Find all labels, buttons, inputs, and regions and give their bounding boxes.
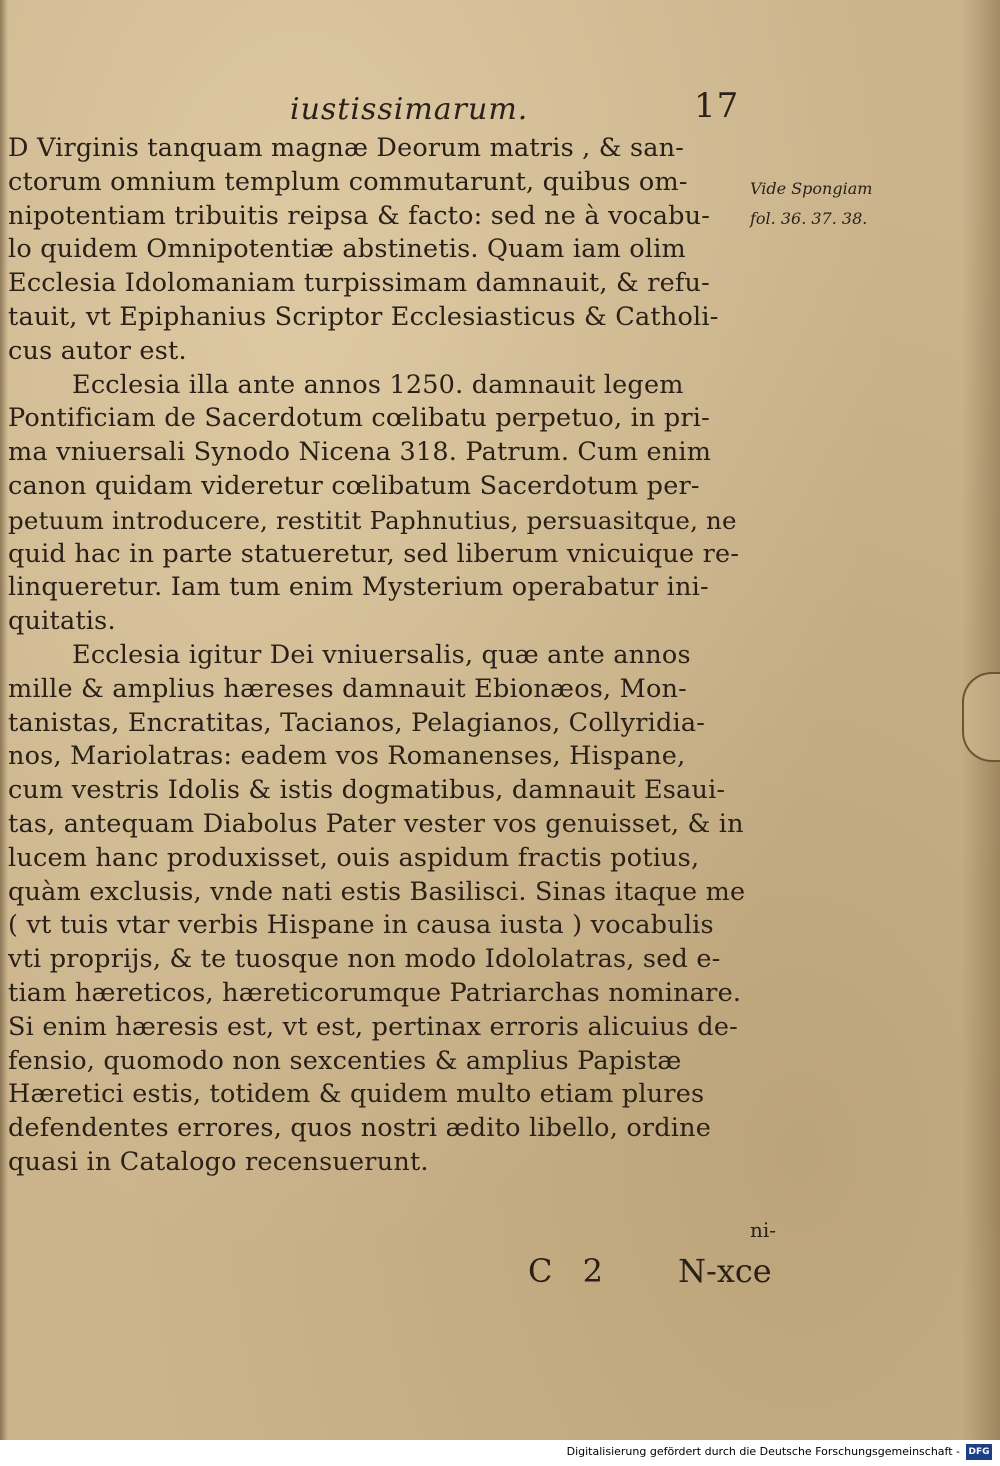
text-line: fensio, quomodo non sexcenties & amplius Papistæ	[8, 1045, 682, 1076]
text-line: canon quidam videretur cœlibatum Sacerdotum per-	[8, 470, 700, 501]
text-line: nipotentiam tribuitis reipsa & facto: sed ne à vocabu-	[8, 200, 711, 231]
text-line: quasi in Catalogo recensuerunt.	[8, 1146, 429, 1177]
text-line: petuum introducere, restitit Paphnutius, persuasitque, ne	[8, 505, 737, 535]
footer-bar	[0, 1440, 1000, 1466]
margin-note	[750, 174, 930, 234]
catchword-above: ni-	[750, 1218, 777, 1242]
running-head	[250, 86, 750, 132]
text-line: ctorum omnium templum commutarunt, quibus om-	[8, 166, 688, 197]
signature-mark: C 2	[528, 1252, 614, 1290]
text-line: lo quidem Omnipotentiæ abstinetis. Quam iam olim	[8, 234, 686, 265]
running-head-title: iustissimarum.	[290, 92, 529, 127]
text-line: tauit, vt Epiphanius Scriptor Ecclesiasticus & Catholi-	[8, 301, 719, 332]
dfg-logo-icon: DFG	[966, 1444, 992, 1460]
text-line: vti proprijs, & te tuosque non modo Idololatras, sed e-	[8, 944, 721, 975]
margin-note-line: fol. 36. 37. 38.	[750, 209, 868, 228]
text-line: quid hac in parte statueretur, sed liberum vnicuique re-	[8, 538, 740, 569]
text-line: Si enim hæresis est, vt est, pertinax erroris alicuius de-	[8, 1011, 738, 1042]
footer-credit: Digitalisierung gefördert durch die Deutsche Forschungsgemeinschaft -	[566, 1445, 960, 1458]
text-line: tiam hæreticos, hæreticorumque Patriarchas nominare.	[8, 977, 742, 1008]
text-line: defendentes errores, quos nostri ædito libello, ordine	[8, 1113, 712, 1144]
text-line: Ecclesia illa ante annos 1250. damnauit legem	[72, 369, 684, 400]
catchwords	[528, 1218, 808, 1294]
text-line: ( vt tuis vtar verbis Hispane in causa iusta ) vocabulis	[8, 910, 714, 941]
text-line: quàm exclusis, vnde nati estis Basilisci. Sinas itaque me	[8, 876, 746, 907]
text-line: Pontificiam de Sacerdotum cœlibatu perpetuo, in pri-	[8, 403, 710, 434]
page-number: 17	[694, 86, 740, 126]
text-line: cus autor est.	[8, 335, 187, 366]
text-line: mille & amplius hæreses damnauit Ebionæos, Mon-	[8, 673, 687, 704]
text-line: Ecclesia igitur Dei vniuersalis, quæ ante annos	[72, 639, 691, 670]
text-line: Ecclesia Idolomaniam turpissimam damnauit, & refu-	[8, 268, 710, 299]
body-text	[8, 132, 746, 1180]
text-line: D Virginis tanquam magnæ Deorum matris , & san-	[8, 133, 685, 163]
text-line: nos, Mariolatras: eadem vos Romanenses, Hispane,	[8, 741, 686, 772]
text-line: tanistas, Encratitas, Tacianos, Pelagianos, Collyridia-	[8, 707, 706, 738]
margin-note-line: Vide Spongiam	[750, 179, 873, 198]
binding-shadow	[0, 0, 8, 1440]
text-line: cum vestris Idolis & istis dogmatibus, damnauit Esaui-	[8, 775, 726, 806]
text-line: ma vniuersali Synodo Nicena 318. Patrum. Cum enim	[8, 437, 712, 468]
text-line: quitatis.	[8, 606, 116, 637]
text-line: Hæretici estis, totidem & quidem multo etiam plures	[8, 1079, 705, 1110]
text-line: linqueretur. Iam tum enim Mysterium operabatur ini-	[8, 572, 709, 603]
text-line: lucem hanc produxisset, ouis aspidum fractis potius,	[8, 842, 700, 873]
clasp-mark	[962, 672, 1000, 762]
catchword: N-xce	[678, 1252, 772, 1290]
text-line: tas, antequam Diabolus Pater vester vos genuisset, & in	[8, 808, 744, 839]
